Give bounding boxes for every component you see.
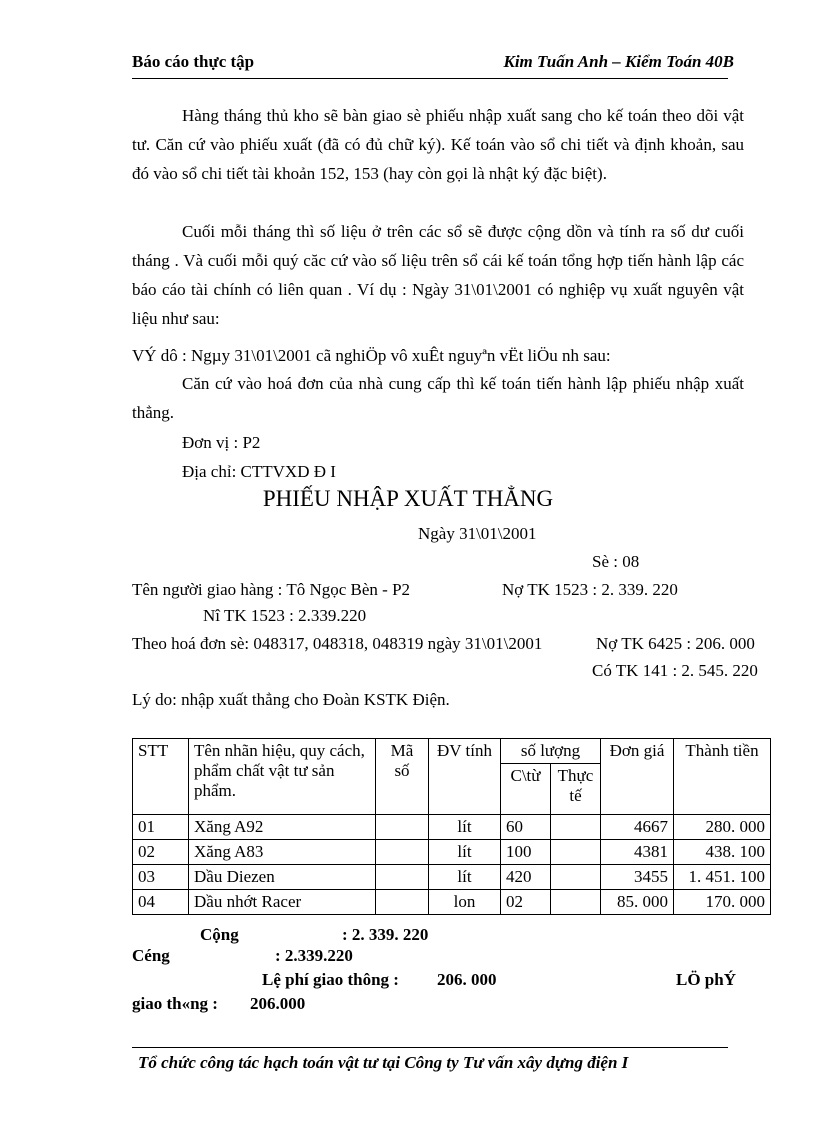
fee-value: 206. 000	[437, 970, 497, 989]
cell-name: Dầu nhớt Racer	[189, 890, 376, 915]
garbled-fee-value: 206.000	[250, 994, 306, 1013]
page-footer: Tổ chức công tác hạch toán vật tư tại Công ty Tư vấn xây dựng điện I	[138, 1053, 629, 1072]
garbled-debit-1523: Nî TK 1523 : 2.339.220	[203, 606, 367, 625]
cell-price: 4381	[601, 840, 674, 865]
footer-rule	[132, 1047, 728, 1048]
garbled-fee-label-b: giao th«ng :	[132, 994, 218, 1013]
fee-label: Lệ phí giao thông :	[262, 970, 399, 989]
garbled-fee-label-a: LÖ phÝ	[676, 970, 736, 989]
debit-6425: Nợ TK 6425 : 206. 000	[596, 634, 755, 653]
sum-label: Cộng	[200, 925, 239, 944]
page-header-left: Báo cáo thực tập	[132, 52, 255, 71]
table-row	[133, 865, 771, 890]
garbled-sum-label: Céng	[132, 946, 170, 965]
cell-qty-doc: 100	[501, 840, 551, 865]
cell-qty-doc: 420	[501, 865, 551, 890]
cell-name: Xăng A92	[189, 815, 376, 840]
cell-price: 4667	[601, 815, 674, 840]
cell-code	[376, 840, 429, 865]
cell-code	[376, 865, 429, 890]
reason-line: Lý do: nhập xuất thẳng cho Đoàn KSTK Điện.	[132, 690, 450, 709]
cell-code	[376, 815, 429, 840]
header-price: Đơn giá	[601, 739, 674, 815]
deliverer-line: Tên người giao hàng : Tô Ngọc Bèn - P2	[132, 580, 411, 599]
paragraph-1: Hàng tháng thủ kho sẽ bàn giao sè phiếu nhập xuất sang cho kế toán theo dõi vật tư. Căn cứ vào phiếu xuất (đã có đủ chữ ký). Kế toán vào sổ chi tiết và định khoản, sau đó vào sổ chi tiết tài khoản 152, 153 (hay còn gọi là nhật ký đặc biệt).	[132, 106, 744, 183]
cell-amount: 170. 000	[674, 890, 771, 915]
header-code: Mã số	[376, 739, 429, 815]
cell-price: 3455	[601, 865, 674, 890]
table-row	[133, 840, 771, 865]
garbled-sum-value: : 2.339.220	[275, 946, 353, 965]
cell-stt: 02	[133, 840, 189, 865]
cell-name: Dầu Diezen	[189, 865, 376, 890]
header-name: Tên nhãn hiệu, quy cách, phẩm chất vật tư sản phẩm.	[189, 739, 376, 815]
cell-code	[376, 890, 429, 915]
header-quantity: số lượng	[501, 739, 601, 764]
cell-qty-actual	[551, 890, 601, 915]
cell-name: Xăng A83	[189, 840, 376, 865]
cell-stt: 01	[133, 815, 189, 840]
header-unit: ĐV tính	[429, 739, 501, 815]
page-header-right: Kim Tuấn Anh – Kiểm Toán 40B	[503, 52, 734, 71]
header-rule	[132, 78, 728, 79]
cell-qty-doc: 60	[501, 815, 551, 840]
garbled-line: VÝ dô : Ngµy 31\01\2001 cã nghiÖp vô xuÊt nguyªn vËt liÖu nh sau:	[132, 346, 611, 365]
unit-line: Đơn vị : P2	[182, 433, 261, 452]
header-qty-doc: C\từ	[501, 764, 551, 815]
voucher-title: PHIẾU NHẬP XUẤT THẲNG	[262, 486, 554, 511]
materials-table	[132, 738, 771, 915]
debit-1523: Nợ TK 1523 : 2. 339. 220	[502, 580, 678, 599]
table-row	[133, 815, 771, 840]
cell-stt: 04	[133, 890, 189, 915]
voucher-date: Ngày 31\01\2001	[418, 524, 537, 543]
cell-qty-actual	[551, 840, 601, 865]
cell-unit: lít	[429, 840, 501, 865]
cell-unit: lon	[429, 890, 501, 915]
header-amount: Thành tiền	[674, 739, 771, 815]
credit-141: Có TK 141 : 2. 545. 220	[592, 661, 758, 680]
cell-price: 85. 000	[601, 890, 674, 915]
table-row	[133, 890, 771, 915]
cell-qty-actual	[551, 815, 601, 840]
header-qty-actual: Thực tế	[551, 764, 601, 815]
sum-value: : 2. 339. 220	[342, 925, 429, 944]
cell-unit: lít	[429, 865, 501, 890]
cell-amount: 438. 100	[674, 840, 771, 865]
cell-stt: 03	[133, 865, 189, 890]
voucher-number: Sè : 08	[592, 552, 640, 571]
header-stt: STT	[133, 739, 189, 815]
paragraph-2: Cuối mỗi tháng thì số liệu ở trên các sổ sẽ được cộng dồn và tính ra số dư cuối tháng . Và cuối mỗi quý căc cứ vào số liệu trên sổ cái kế toán tổng hợp tiến hành lập các báo cáo tài chính có liên quan . Ví dụ : Ngày 31\01\2001 có nghiệp vụ xuất nguyên vật liệu như sau:	[132, 222, 744, 328]
cell-qty-actual	[551, 865, 601, 890]
invoice-line: Theo hoá đơn sè: 048317, 048318, 048319 ngày 31\01\2001	[132, 634, 543, 653]
paragraph-3: Căn cứ vào hoá đơn của nhà cung cấp thì kế toán tiến hành lập phiếu nhập xuất thẳng.	[132, 374, 744, 422]
cell-qty-doc: 02	[501, 890, 551, 915]
cell-amount: 1. 451. 100	[674, 865, 771, 890]
cell-amount: 280. 000	[674, 815, 771, 840]
cell-unit: lít	[429, 815, 501, 840]
address-line: Địa chỉ: CTTVXD Đ I	[182, 462, 336, 481]
